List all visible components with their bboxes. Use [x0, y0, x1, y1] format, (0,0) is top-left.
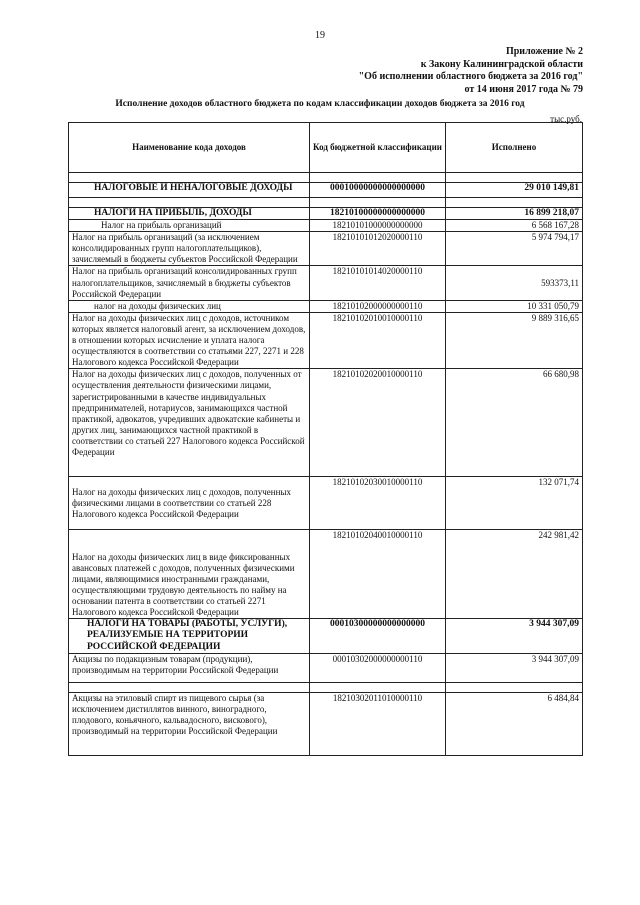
row-code: 18210101012020000110 — [310, 232, 446, 266]
row-name: Налог на прибыль организаций (за исключением консолидированных групп налогоплательщиков), зачисляемый в бюджеты субъектов Российской Федерации — [69, 232, 310, 266]
row-code: 18210100000000000000 — [310, 208, 446, 220]
appendix-line-2: к Закону Калининградской области — [420, 58, 583, 70]
row-name: Акцизы на этиловый спирт из пищевого сырья (за исключением дистиллятов винного, виноградного, плодового, коньячного, кальвадосного, вискового), производимый на территории Российской Федерации — [69, 692, 310, 755]
row-amount: 5 974 794,17 — [446, 232, 583, 266]
row-name: НАЛОГИ НА ТОВАРЫ (РАБОТЫ, УСЛУГИ), РЕАЛИЗУЕМЫЕ НА ТЕРРИТОРИИ РОССИЙСКОЙ ФЕДЕРАЦИИ — [69, 619, 310, 653]
units-label: тыс.руб. — [550, 114, 582, 124]
row-code: 18210102000000000110 — [310, 300, 446, 312]
row-amount: 593373,11 — [446, 266, 583, 300]
appendix-line-4: от 14 июня 2017 года № 79 — [464, 83, 583, 95]
row-name: Налог на прибыль организаций — [69, 220, 310, 232]
table-row — [69, 312, 583, 368]
row-name: Налог на доходы физических лиц с доходов, источником которых является налоговый агент, за исключением доходов, в отношении которых исчисление и уплата налога осуществляются в соответствии со статьями 227, 2271 и 228 Налогового кодекса Российской Федерации — [69, 312, 310, 368]
table-row — [69, 619, 583, 653]
row-name: Налог на прибыль организаций консолидированных групп налогоплательщиков, зачисляемый в бюджеты субъектов Российской Федерации — [69, 266, 310, 300]
table-row — [69, 266, 583, 300]
row-code: 18210102040010000110 — [310, 530, 446, 619]
row-code: 18210101000000000000 — [310, 220, 446, 232]
row-name: Налог на доходы физических лиц с доходов, полученных физическими лицами в соответствии со статьей 228 Налогового кодекса Российской Федерации — [69, 477, 310, 530]
spacer-row — [69, 173, 583, 183]
row-code: 18210101014020000110 — [310, 266, 446, 300]
row-name: НАЛОГИ НА ПРИБЫЛЬ, ДОХОДЫ — [69, 208, 310, 220]
row-amount: 10 331 050,79 — [446, 300, 583, 312]
row-amount: 66 680,98 — [446, 369, 583, 477]
row-amount: 3 944 307,09 — [446, 653, 583, 682]
row-code: 18210102010010000110 — [310, 312, 446, 368]
row-name: Акцизы по подакцизным товарам (продукции), производимым на территории Российской Федерации — [69, 653, 310, 682]
page-number: 19 — [315, 30, 325, 41]
row-code: 00010000000000000000 — [310, 183, 446, 198]
header-code: Код бюджетной классификации — [310, 123, 446, 173]
table-row — [69, 208, 583, 220]
row-amount: 242 981,42 — [446, 530, 583, 619]
table-row — [69, 692, 583, 755]
row-code: 18210102030010000110 — [310, 477, 446, 530]
table-row — [69, 477, 583, 530]
table-row — [69, 530, 583, 619]
row-amount: 16 899 218,07 — [446, 208, 583, 220]
row-name: НАЛОГОВЫЕ И НЕНАЛОГОВЫЕ ДОХОДЫ — [69, 183, 310, 198]
row-amount: 6 568 167,28 — [446, 220, 583, 232]
header-amount: Исполнено — [446, 123, 583, 173]
spacer-row — [69, 198, 583, 208]
row-amount: 132 071,74 — [446, 477, 583, 530]
row-code: 00010302000000000110 — [310, 653, 446, 682]
row-amount: 3 944 307,09 — [446, 619, 583, 653]
document-title: Исполнение доходов областного бюджета по кодам классификации доходов бюджета за 2016 год — [115, 99, 525, 109]
revenue-table — [68, 122, 583, 756]
spacer-row — [69, 682, 583, 692]
appendix-line-3: "Об исполнении областного бюджета за 2016 год" — [358, 71, 583, 82]
row-code: 18210102020010000110 — [310, 369, 446, 477]
table-row — [69, 653, 583, 682]
table-row — [69, 232, 583, 266]
table-row — [69, 183, 583, 198]
header-name: Наименование кода доходов — [69, 123, 310, 173]
table-row — [69, 300, 583, 312]
appendix-block — [359, 46, 583, 96]
row-amount: 29 010 149,81 — [446, 183, 583, 198]
table-row — [69, 220, 583, 232]
row-name: налог на доходы физических лиц — [69, 300, 310, 312]
table-row — [69, 369, 583, 477]
row-code: 18210302011010000110 — [310, 692, 446, 755]
row-amount: 6 484,84 — [446, 692, 583, 755]
row-name: Налог на доходы физических лиц в виде фиксированных авансовых платежей с доходов, полученных физическими лицами, являющимися иностранными гражданами, осуществляющими трудовую деятельность по найму на основании патента в соответствии со статьей 2271 Налогового кодекса Российской Федерации — [69, 530, 310, 619]
appendix-line-1: Приложение № 2 — [505, 46, 583, 57]
table-header-row — [69, 123, 583, 173]
row-name: Налог на доходы физических лиц с доходов, полученных от осуществления деятельности физическими лицами, зарегистрированными в качестве индивидуальных предпринимателей, нотариусов, занимающихся частной практикой, адвокатов, учредивших адвокатские кабинеты и других лиц, занимающихся частной практикой в соответствии со статьей 227 Налогового кодекса Российской Федерации — [69, 369, 310, 477]
row-amount: 9 889 316,65 — [446, 312, 583, 368]
row-code: 00010300000000000000 — [310, 619, 446, 653]
